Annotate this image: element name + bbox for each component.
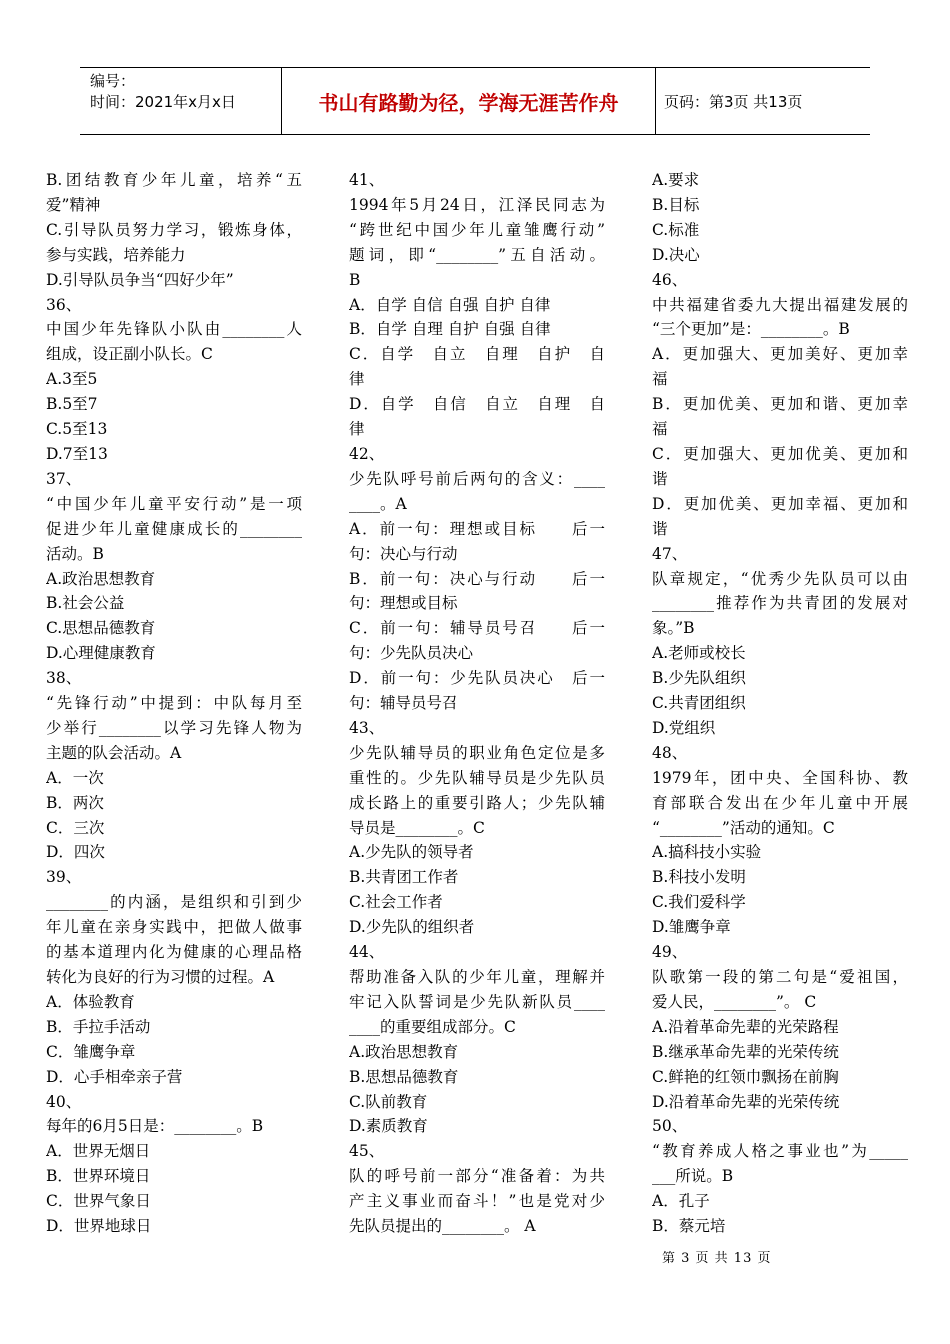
text-line: B.目标 (652, 195, 700, 214)
text-line: D.少先队的组织者 (349, 918, 475, 937)
text-line: B.5至7 (46, 395, 98, 414)
text-line: B．更加优美、更加和谐、更加幸 (652, 395, 908, 414)
page-footer: 第 3 页 共 13 页 (662, 1251, 772, 1266)
text-line: 参与实践，培养能力 (46, 245, 186, 264)
text-line: 句：少先队员决心 (349, 644, 474, 663)
text-line: D．心手相牵亲子营 (46, 1067, 183, 1086)
text-line: A．体验教育 (46, 992, 135, 1011)
text-line: 43、 (349, 718, 385, 737)
text-line: 少先队辅导员的职业角色定位是多 (349, 743, 605, 762)
text-line: 爱人民，________”。 C (652, 992, 817, 1011)
text-line: 年儿童在亲身实践中，把做人做事 (46, 918, 302, 937)
text-line: 每年的6月5日是：________。B (46, 1117, 264, 1136)
text-line: 39、 (46, 868, 82, 887)
text-line: C．更加强大、更加优美、更加和 (652, 444, 908, 463)
text-line: B.思想品德教育 (349, 1067, 459, 1086)
text-line: D．前一句：少先队员决心 后一 (349, 669, 605, 688)
text-line: D.7至13 (46, 444, 108, 463)
text-line: 主题的队会活动。A (46, 743, 182, 762)
text-line: 1979年，团中央、全国科协、教 (652, 768, 908, 787)
text-line: 中国少年先锋队小队由________人 (46, 320, 302, 339)
text-line: 45、 (349, 1142, 385, 1161)
text-column-3 (652, 168, 908, 1239)
text-line: 40、 (46, 1092, 82, 1111)
text-line: 组成，设正副小队长。C (46, 345, 213, 364)
text-line: “教育养成人格之事业也”为_____ (652, 1142, 908, 1161)
text-line: 转化为良好的行为习惯的过程。A (46, 968, 275, 986)
text-line: C．前一句：辅导员号召 后一 (349, 619, 605, 638)
text-line: A．自学 自信 自强 自护 自律 (349, 295, 551, 314)
text-line: B.共青团工作者 (349, 868, 459, 887)
text-line: A．世界无烟日 (46, 1142, 151, 1161)
text-line: A.少先队的领导者 (349, 843, 474, 862)
text-line: 谐 (652, 469, 668, 488)
text-line: C.引导队员努力学习，锻炼身体， (46, 220, 302, 239)
text-line: D．更加优美、更加幸福、更加和 (652, 494, 908, 513)
text-line: A.3至5 (46, 370, 98, 389)
header-page-number: 页码：第3页 共13页 (664, 92, 803, 111)
text-line: 44、 (349, 943, 385, 962)
text-line: ____的重要组成部分。C (349, 1017, 516, 1036)
text-line: “三个更加”是：________。B (652, 320, 850, 339)
text-line: B．自学 自理 自护 自强 自律 (349, 320, 551, 339)
text-line: 49、 (652, 943, 688, 962)
text-line: 育部联合发出在少年儿童中开展 (652, 793, 908, 812)
text-line: D.沿着革命先辈的光荣传统 (652, 1092, 840, 1111)
text-line: D.决心 (652, 245, 700, 264)
text-line: B．前一句：决心与行动 后一 (349, 569, 605, 588)
text-line: “中国少年儿童平安行动”是一项 (46, 494, 302, 513)
text-line: B (349, 270, 361, 289)
text-line: B．蔡元培 (652, 1217, 726, 1236)
text-line: C．自学 自立 自理 自护 自 (349, 345, 605, 364)
text-line: B．两次 (46, 793, 104, 812)
text-line: C.5至13 (46, 420, 108, 439)
text-line: C.思想品德教育 (46, 619, 156, 638)
text-line: C．雏鹰争章 (46, 1042, 136, 1061)
text-line: A．前一句：理想或目标 后一 (349, 519, 605, 538)
text-line: 重性的。少先队辅导员是少先队员 (349, 768, 605, 787)
text-line: A．一次 (46, 768, 104, 787)
text-line: 律 (349, 370, 365, 389)
text-line: C.共青团组织 (652, 694, 746, 713)
text-line: B．世界环境日 (46, 1167, 151, 1186)
document-time: 时间：2021年x月x日 (90, 93, 236, 111)
text-line: 爱”精神 (46, 195, 101, 214)
text-line: 牢记入队誓词是少先队新队员____ (349, 992, 605, 1011)
text-line: 42、 (349, 444, 385, 463)
text-line: A．更加强大、更加美好、更加幸 (652, 345, 908, 364)
text-line: B．手拉手活动 (46, 1017, 151, 1036)
text-line: 成长路上的重要引路人；少先队辅 (349, 793, 605, 812)
text-line: 少先队呼号前后两句的含义：____ (349, 469, 605, 488)
text-line: C．世界气象日 (46, 1192, 151, 1211)
text-line: 36、 (46, 295, 82, 314)
text-line: 38、 (46, 669, 82, 688)
text-line: C.队前教育 (349, 1092, 428, 1111)
text-line: 产主义事业而奋斗！”也是党对少 (349, 1192, 605, 1211)
text-line: A.政治思想教育 (349, 1042, 459, 1061)
text-line: 少举行________以学习先锋人物为 (46, 718, 302, 737)
text-line: B.继承革命先辈的光荣传统 (652, 1042, 839, 1061)
text-line: D．自学 自信 自立 自理 自 (349, 395, 605, 414)
text-line: 46、 (652, 270, 688, 289)
text-line: 中共福建省委九大提出福建发展的 (652, 295, 908, 314)
text-column-1 (46, 168, 302, 1239)
text-line: 象。”B (652, 619, 695, 638)
text-line: 的基本道理内化为健康的心理品格 (46, 943, 302, 962)
text-line: D．四次 (46, 843, 105, 862)
document-number: 编号： (90, 72, 136, 90)
text-line: 句：决心与行动 (349, 544, 458, 563)
text-line: B.少先队组织 (652, 669, 746, 688)
text-line: 句：理想或目标 (349, 594, 458, 613)
text-line: A．孔子 (652, 1192, 710, 1211)
text-line: D.雏鹰争章 (652, 918, 731, 937)
text-line: D.党组织 (652, 718, 716, 737)
text-column-2 (349, 168, 605, 1239)
text-line: 句：辅导员号召 (349, 694, 458, 713)
text-line: A.政治思想教育 (46, 569, 156, 588)
text-line: A.沿着革命先辈的光荣路程 (652, 1017, 839, 1036)
text-line: ___所说。B (652, 1167, 734, 1186)
text-line: C.社会工作者 (349, 893, 443, 912)
text-line: 先队员提出的________。 A (349, 1217, 536, 1236)
text-line: D.引导队员争当“四好少年” (46, 270, 234, 289)
text-line: “先锋行动”中提到：中队每月至 (46, 694, 302, 713)
text-line: ________的内涵，是组织和引到少 (46, 893, 302, 912)
text-line: C.标准 (652, 220, 700, 239)
text-line: C．三次 (46, 818, 105, 837)
text-line: 41、 (349, 171, 385, 189)
text-line: C.我们爱科学 (652, 893, 746, 912)
text-line: B.科技小发明 (652, 868, 746, 887)
text-line: ____。A (349, 494, 407, 513)
text-line: D．世界地球日 (46, 1217, 152, 1236)
header-meta (80, 68, 282, 134)
text-line: B.社会公益 (46, 594, 125, 613)
text-line: 1994年5月24日，江泽民同志为 (349, 195, 605, 214)
text-line: ________推荐作为共青团的发展对 (652, 594, 908, 613)
text-line: “________”活动的通知。C (652, 818, 835, 837)
text-line: “跨世纪中国少年儿童雏鹰行动” (349, 220, 605, 239)
text-line: 律 (349, 420, 365, 439)
text-line: A.要求 (652, 171, 700, 189)
text-line: 题词，即“________”五自活动。 (349, 245, 605, 264)
text-line: A.搞科技小实验 (652, 843, 762, 862)
text-line: 促进少年儿童健康成长的________ (46, 519, 302, 538)
text-line: 谐 (652, 519, 668, 538)
text-line: A.老师或校长 (652, 644, 746, 663)
text-line: 福 (652, 420, 668, 439)
text-line: 帮助准备入队的少年儿童，理解并 (349, 968, 605, 986)
text-line: 福 (652, 370, 668, 389)
text-line: C.鲜艳的红领巾飘扬在前胸 (652, 1067, 839, 1086)
text-line: 48、 (652, 743, 688, 762)
page-header (80, 67, 870, 135)
text-line: D.心理健康教育 (46, 644, 156, 663)
text-line: 队的呼号前一部分“准备着：为共 (349, 1167, 605, 1186)
text-line: 50、 (652, 1117, 688, 1136)
text-line: 队章规定，“优秀少先队员可以由 (652, 569, 908, 588)
text-line: 队歌第一段的第二句是“爱祖国， (652, 968, 908, 986)
text-line: B.团结教育少年儿童，培养“五 (46, 171, 302, 189)
text-line: 活动。B (46, 544, 104, 563)
text-line: D.素质教育 (349, 1117, 428, 1136)
text-line: 47、 (652, 544, 688, 563)
text-line: 导员是________。C (349, 818, 485, 837)
text-line: 37、 (46, 469, 82, 488)
header-motto: 书山有路勤为径，学海无涯苦作舟 (282, 68, 656, 134)
